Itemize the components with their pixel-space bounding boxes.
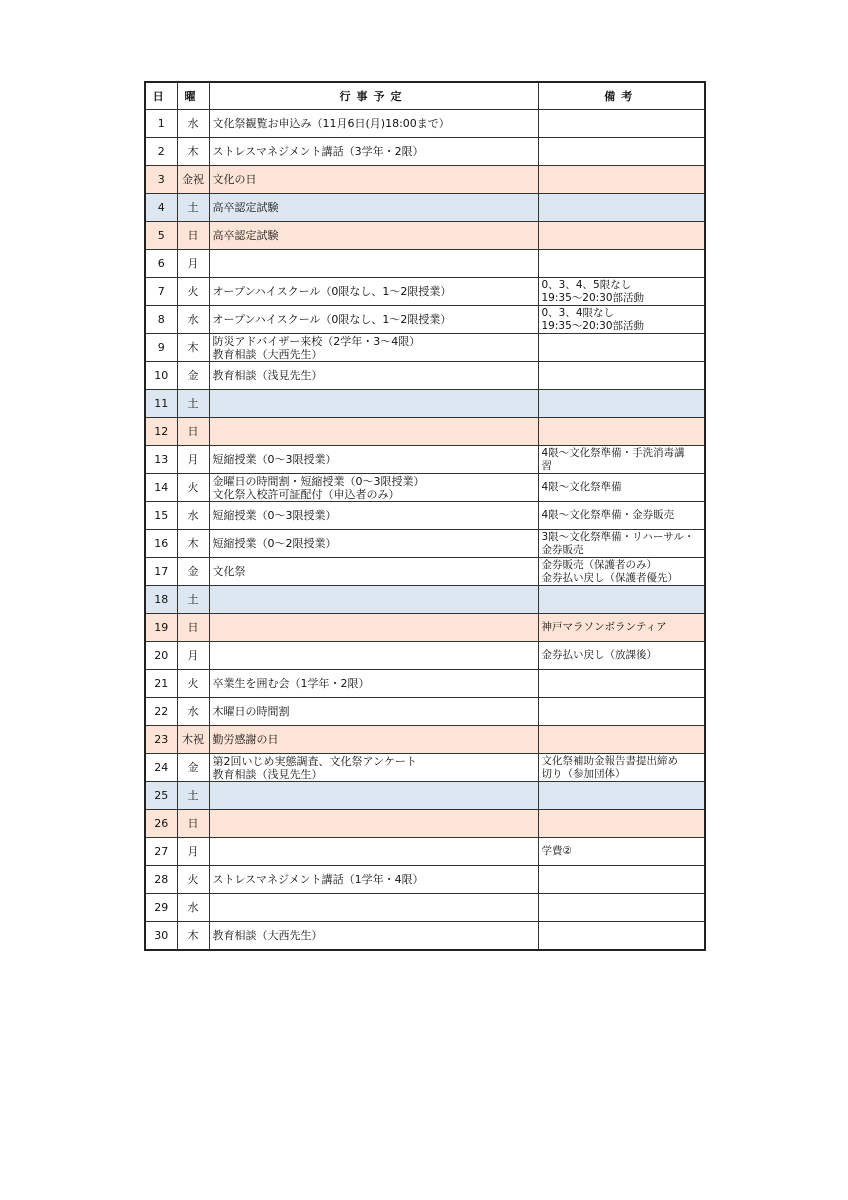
note-line: 金券払い戻し（放課後） xyxy=(541,649,657,661)
weekday-cell: 土 xyxy=(177,194,209,222)
event-cell xyxy=(209,250,538,278)
event-cell xyxy=(209,222,538,250)
event-cell xyxy=(209,642,538,670)
note-cell xyxy=(538,530,705,558)
event-line: 短縮授業（0～3限授業） xyxy=(212,453,337,466)
weekday-cell: 土 xyxy=(177,586,209,614)
event-cell xyxy=(209,362,538,390)
day-cell: 18 xyxy=(145,586,177,614)
note-cell xyxy=(538,698,705,726)
weekday-cell: 月 xyxy=(177,642,209,670)
note-cell xyxy=(538,306,705,334)
note-cell xyxy=(538,362,705,390)
note-line: 金券販売 xyxy=(541,543,584,556)
note-cell xyxy=(538,110,705,138)
weekday-cell: 金 xyxy=(177,754,209,782)
header-note: 備考 xyxy=(538,82,705,110)
table-row xyxy=(145,558,705,586)
event-cell xyxy=(209,530,538,558)
event-line: 卒業生を囲む会（1学年・2限） xyxy=(212,677,370,690)
weekday-cell: 水 xyxy=(177,894,209,922)
table-row xyxy=(145,474,705,502)
event-line: オープンハイスクール（0限なし、1～2限授業） xyxy=(212,285,452,298)
table-row xyxy=(145,586,705,614)
note-cell xyxy=(538,418,705,446)
day-cell: 25 xyxy=(145,782,177,810)
day-cell: 27 xyxy=(145,838,177,866)
note-line: 金券販売（保護者のみ） xyxy=(541,558,657,571)
day-cell: 30 xyxy=(145,922,177,951)
event-cell xyxy=(209,306,538,334)
note-cell xyxy=(538,726,705,754)
event-cell xyxy=(209,810,538,838)
table-row xyxy=(145,866,705,894)
event-cell xyxy=(209,278,538,306)
note-line: 0、3、4限なし xyxy=(541,306,615,319)
table-row xyxy=(145,614,705,642)
weekday-cell: 木祝 xyxy=(177,726,209,754)
table-row xyxy=(145,922,705,951)
day-cell: 20 xyxy=(145,642,177,670)
table-row xyxy=(145,782,705,810)
day-cell: 26 xyxy=(145,810,177,838)
weekday-cell: 金 xyxy=(177,362,209,390)
note-line: 4限～文化祭準備・金券販売 xyxy=(541,509,675,521)
note-cell xyxy=(538,642,705,670)
event-cell xyxy=(209,110,538,138)
event-line: 文化祭入校許可証配付（申込者のみ） xyxy=(212,487,400,501)
event-line: 短縮授業（0～2限授業） xyxy=(212,537,337,550)
header-weekday: 曜 xyxy=(177,82,209,110)
day-cell: 1 xyxy=(145,110,177,138)
note-cell xyxy=(538,446,705,474)
event-line: 短縮授業（0～3限授業） xyxy=(212,509,337,522)
header-event: 行事予定 xyxy=(209,82,538,110)
day-cell: 16 xyxy=(145,530,177,558)
table-row xyxy=(145,222,705,250)
weekday-cell: 木 xyxy=(177,334,209,362)
note-cell xyxy=(538,250,705,278)
table-row xyxy=(145,418,705,446)
table-row xyxy=(145,502,705,530)
table-row xyxy=(145,698,705,726)
weekday-cell: 火 xyxy=(177,278,209,306)
note-cell xyxy=(538,754,705,782)
day-cell: 14 xyxy=(145,474,177,502)
weekday-cell: 日 xyxy=(177,418,209,446)
event-cell xyxy=(209,670,538,698)
day-cell: 2 xyxy=(145,138,177,166)
day-cell: 15 xyxy=(145,502,177,530)
weekday-cell: 日 xyxy=(177,810,209,838)
table-row xyxy=(145,194,705,222)
day-cell: 6 xyxy=(145,250,177,278)
event-cell xyxy=(209,866,538,894)
weekday-cell: 月 xyxy=(177,446,209,474)
day-cell: 4 xyxy=(145,194,177,222)
note-cell xyxy=(538,222,705,250)
table-row xyxy=(145,334,705,362)
note-cell xyxy=(538,838,705,866)
event-cell xyxy=(209,754,538,782)
note-line: 3限～文化祭準備・リハーサル・ xyxy=(541,530,695,543)
event-line: 金曜日の時間割・短縮授業（0～3限授業） xyxy=(212,474,425,488)
note-cell xyxy=(538,558,705,586)
event-line: 高卒認定試験 xyxy=(212,201,279,214)
day-cell: 11 xyxy=(145,390,177,418)
day-cell: 10 xyxy=(145,362,177,390)
schedule-body xyxy=(145,110,705,951)
table-row xyxy=(145,754,705,782)
day-cell: 22 xyxy=(145,698,177,726)
weekday-cell: 土 xyxy=(177,390,209,418)
event-line: 防災アドバイザー来校（2学年・3～4限） xyxy=(212,334,421,348)
day-cell: 19 xyxy=(145,614,177,642)
note-line: 金券払い戻し（保護者優先） xyxy=(541,571,678,584)
event-line: 教育相談（浅見先生） xyxy=(212,369,323,382)
weekday-cell: 金祝 xyxy=(177,166,209,194)
note-line: 0、3、4、5限なし xyxy=(541,278,632,291)
note-cell xyxy=(538,894,705,922)
event-cell xyxy=(209,390,538,418)
day-cell: 8 xyxy=(145,306,177,334)
weekday-cell: 木 xyxy=(177,922,209,951)
table-row xyxy=(145,306,705,334)
table-row xyxy=(145,642,705,670)
weekday-cell: 木 xyxy=(177,530,209,558)
weekday-cell: 日 xyxy=(177,614,209,642)
table-row xyxy=(145,810,705,838)
event-cell xyxy=(209,726,538,754)
note-cell xyxy=(538,194,705,222)
day-cell: 13 xyxy=(145,446,177,474)
table-row xyxy=(145,894,705,922)
table-row xyxy=(145,530,705,558)
note-cell xyxy=(538,474,705,502)
weekday-cell: 水 xyxy=(177,306,209,334)
event-line: 木曜日の時間割 xyxy=(212,705,290,718)
note-cell xyxy=(538,166,705,194)
weekday-cell: 月 xyxy=(177,838,209,866)
event-line: 第2回いじめ実態調査、文化祭アンケート xyxy=(212,754,417,768)
event-cell xyxy=(209,558,538,586)
event-line: 文化祭 xyxy=(212,565,246,578)
day-cell: 24 xyxy=(145,754,177,782)
table-row xyxy=(145,250,705,278)
table-row xyxy=(145,446,705,474)
event-cell xyxy=(209,138,538,166)
weekday-cell: 火 xyxy=(177,474,209,502)
weekday-cell: 木 xyxy=(177,138,209,166)
note-cell xyxy=(538,810,705,838)
day-cell: 7 xyxy=(145,278,177,306)
event-line: 教育相談（大西先生） xyxy=(212,347,323,361)
header-row xyxy=(145,82,705,110)
event-line: 教育相談（浅見先生） xyxy=(212,767,323,781)
note-cell xyxy=(538,138,705,166)
day-cell: 23 xyxy=(145,726,177,754)
note-cell xyxy=(538,502,705,530)
day-cell: 17 xyxy=(145,558,177,586)
schedule-table xyxy=(144,81,706,951)
weekday-cell: 火 xyxy=(177,866,209,894)
note-line: 神戸マラソンボランティア xyxy=(541,621,667,633)
event-line: 教育相談（大西先生） xyxy=(212,929,323,942)
weekday-cell: 水 xyxy=(177,502,209,530)
note-cell xyxy=(538,334,705,362)
event-cell xyxy=(209,614,538,642)
day-cell: 3 xyxy=(145,166,177,194)
event-line: 高卒認定試験 xyxy=(212,229,279,242)
note-cell xyxy=(538,278,705,306)
table-row xyxy=(145,670,705,698)
weekday-cell: 月 xyxy=(177,250,209,278)
weekday-cell: 火 xyxy=(177,670,209,698)
event-line: 文化祭観覧お申込み（11月6日(月)18:00まで） xyxy=(212,117,450,130)
note-line: 文化祭補助金報告書提出締め xyxy=(541,754,678,767)
note-line: 切り（参加団体） xyxy=(541,767,626,780)
note-cell xyxy=(538,670,705,698)
day-cell: 5 xyxy=(145,222,177,250)
table-row xyxy=(145,362,705,390)
event-line: ストレスマネジメント講話（1学年・4限） xyxy=(212,873,424,886)
note-line: 19:35～20:30部活動 xyxy=(541,291,645,304)
event-cell xyxy=(209,586,538,614)
table-row xyxy=(145,390,705,418)
note-cell xyxy=(538,782,705,810)
event-line: オープンハイスクール（0限なし、1～2限授業） xyxy=(212,313,452,326)
day-cell: 21 xyxy=(145,670,177,698)
event-line: 勤労感謝の日 xyxy=(212,733,279,746)
day-cell: 12 xyxy=(145,418,177,446)
table-row xyxy=(145,278,705,306)
event-line: ストレスマネジメント講話（3学年・2限） xyxy=(212,145,424,158)
event-cell xyxy=(209,698,538,726)
note-line: 習 xyxy=(541,459,552,472)
weekday-cell: 金 xyxy=(177,558,209,586)
note-line: 4限～文化祭準備 xyxy=(541,481,622,493)
day-cell: 28 xyxy=(145,866,177,894)
weekday-cell: 水 xyxy=(177,698,209,726)
note-cell xyxy=(538,586,705,614)
event-cell xyxy=(209,922,538,951)
event-cell xyxy=(209,446,538,474)
note-cell xyxy=(538,390,705,418)
day-cell: 9 xyxy=(145,334,177,362)
note-line: 4限～文化祭準備・手洗消毒講 xyxy=(541,446,685,459)
event-cell xyxy=(209,474,538,502)
event-cell xyxy=(209,782,538,810)
day-cell: 29 xyxy=(145,894,177,922)
note-cell xyxy=(538,922,705,951)
event-cell xyxy=(209,838,538,866)
table-row xyxy=(145,138,705,166)
note-line: 19:35～20:30部活動 xyxy=(541,319,645,332)
table-row xyxy=(145,726,705,754)
weekday-cell: 水 xyxy=(177,110,209,138)
header-day: 日 xyxy=(145,82,177,110)
event-cell xyxy=(209,894,538,922)
event-cell xyxy=(209,418,538,446)
event-cell xyxy=(209,334,538,362)
table-row xyxy=(145,166,705,194)
table-row xyxy=(145,838,705,866)
event-line: 文化の日 xyxy=(212,173,257,186)
note-cell xyxy=(538,614,705,642)
weekday-cell: 日 xyxy=(177,222,209,250)
event-cell xyxy=(209,502,538,530)
weekday-cell: 土 xyxy=(177,782,209,810)
table-row xyxy=(145,110,705,138)
note-cell xyxy=(538,866,705,894)
note-line: 学費② xyxy=(541,845,572,857)
event-cell xyxy=(209,166,538,194)
event-cell xyxy=(209,194,538,222)
